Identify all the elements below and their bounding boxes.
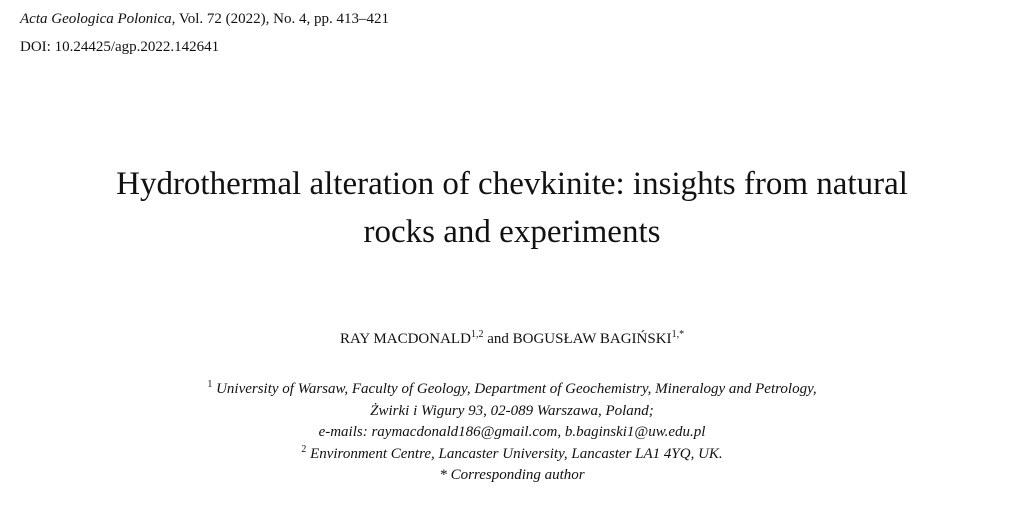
- affiliation-1-text: University of Warsaw, Faculty of Geology, Department of Geochemistry, Mineralogy and Petrology,: [212, 381, 817, 397]
- doi: DOI: 10.24425/agp.2022.142641: [20, 39, 220, 55]
- author-2-name: BOGUSŁAW BAGIŃSKI: [512, 331, 672, 347]
- author-2-affiliation-marker: 1,*: [671, 329, 685, 340]
- paper-title-line-2: rocks and experiments: [363, 214, 661, 250]
- journal-details: , Vol. 72 (2022), No. 4, pp. 413–421: [171, 11, 390, 27]
- author-1-name: RAY MACDONALD: [339, 331, 471, 347]
- journal-name: Acta Geologica Polonica: [20, 11, 172, 27]
- author-list: [0, 329, 1024, 349]
- journal-citation: [20, 10, 389, 28]
- paper-title: [0, 160, 1024, 256]
- paper-title-line-1: Hydrothermal alteration of chevkinite: insights from natural: [116, 166, 908, 202]
- affiliation-1-line-2: Żwirki i Wigury 93, 02-089 Warszawa, Poland;: [370, 402, 654, 419]
- affiliation-1-marker: 1: [207, 379, 213, 390]
- affiliation-1-line-1: [0, 379, 1024, 401]
- affiliations: [0, 379, 1024, 487]
- affiliation-2-text: Environment Centre, Lancaster University, Lancaster LA1 4YQ, UK.: [306, 445, 723, 462]
- author-1-affiliation-marker: 1,2: [470, 329, 484, 340]
- affiliation-2: [0, 444, 1024, 466]
- affiliation-2-marker: 2: [301, 443, 307, 455]
- author-emails: e-mails: raymacdonald186@gmail.com, b.baginski1@uw.edu.pl: [318, 424, 706, 440]
- author-conjunction: and: [483, 331, 513, 347]
- corresponding-author-note: * Corresponding author: [439, 467, 585, 483]
